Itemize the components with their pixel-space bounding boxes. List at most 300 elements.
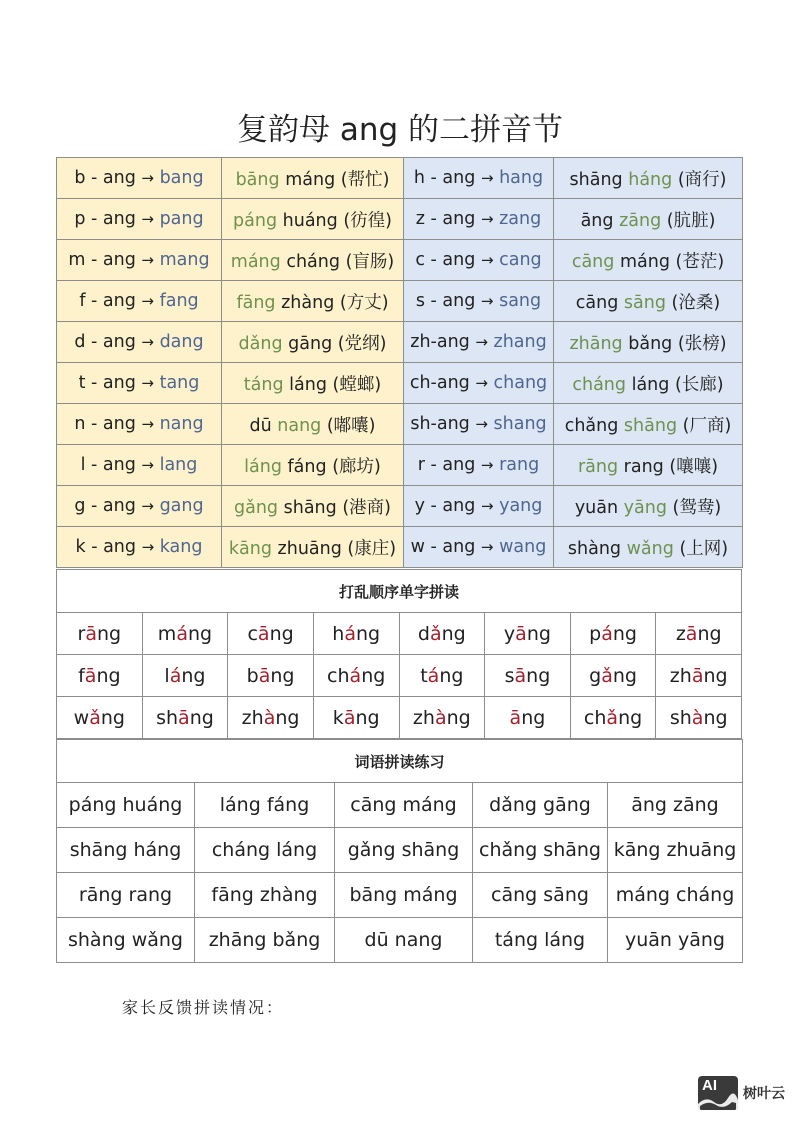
syllable-vowel: á bbox=[169, 664, 182, 687]
word-part-2: láng bbox=[289, 374, 327, 395]
example-word-cell bbox=[222, 404, 404, 445]
syllable-final: ng bbox=[361, 664, 386, 687]
hanzi-text: (嘟囔) bbox=[326, 415, 376, 436]
hanzi-text: (螳螂) bbox=[332, 374, 382, 395]
syllable-final: ng bbox=[526, 622, 551, 645]
hanzi-text: (长廊) bbox=[674, 374, 724, 395]
syllable-vowel: ā bbox=[85, 622, 97, 645]
hanzi-text: (肮脏) bbox=[666, 210, 716, 231]
syllable-vowel: á bbox=[349, 664, 362, 687]
hanzi-text: (上网) bbox=[679, 538, 729, 559]
syllable-final: ng bbox=[275, 706, 300, 729]
word-cell: bāng máng bbox=[335, 873, 473, 918]
syllable-vowel: ǎ bbox=[601, 664, 613, 687]
initial-text: s - ang bbox=[415, 291, 476, 311]
example-word-cell bbox=[222, 363, 404, 404]
syllable-result: sang bbox=[499, 291, 542, 311]
syllable-result: wang bbox=[499, 537, 547, 557]
syllable-cell bbox=[228, 697, 314, 739]
hanzi-text: (厂商) bbox=[682, 415, 732, 436]
syllable-initial: zh bbox=[669, 664, 692, 687]
syllable-cell bbox=[656, 697, 742, 739]
initial-text: f - ang bbox=[79, 291, 136, 311]
syllable-final: ng bbox=[355, 706, 380, 729]
syllable-vowel: ǎ bbox=[89, 706, 101, 729]
example-word-cell bbox=[222, 281, 404, 322]
syllable-initial: b bbox=[246, 664, 259, 687]
word-part-2: nang bbox=[277, 415, 322, 436]
initial-text: ch-ang bbox=[409, 373, 470, 393]
word-part-1: fāng bbox=[236, 292, 276, 313]
syllable-final: ng bbox=[269, 622, 294, 645]
syllable-cell bbox=[313, 697, 399, 739]
word-part-2: zāng bbox=[619, 210, 662, 231]
hanzi-text: (鸳鸯) bbox=[672, 497, 722, 518]
word-cell: fāng zhàng bbox=[195, 873, 335, 918]
hanzi-text: (廊坊) bbox=[332, 456, 381, 477]
initial-combination-cell bbox=[57, 486, 222, 527]
syllable-initial: d bbox=[417, 622, 430, 645]
syllable-cell bbox=[142, 697, 228, 739]
initial-combination-cell bbox=[404, 445, 554, 486]
word-part-1: rāng bbox=[577, 456, 619, 477]
initial-text: c - ang bbox=[415, 250, 476, 270]
initial-combination-cell bbox=[57, 322, 222, 363]
syllable-initial: t bbox=[420, 664, 428, 687]
syllable-cell bbox=[313, 613, 399, 655]
syllable-initial: m bbox=[157, 622, 177, 645]
word-part-2: yāng bbox=[623, 497, 667, 518]
syllable-final: ng bbox=[181, 664, 206, 687]
syllable-result: cang bbox=[499, 250, 542, 270]
watermark bbox=[698, 1076, 785, 1110]
syllable-initial: l bbox=[164, 664, 170, 687]
syllable-initial: ch bbox=[583, 706, 607, 729]
arrow-icon: → bbox=[475, 415, 488, 433]
hanzi-text: (党纲) bbox=[337, 333, 387, 354]
syllable-initial: f bbox=[78, 664, 85, 687]
example-word-cell bbox=[554, 445, 743, 486]
syllable-result: lang bbox=[159, 455, 198, 475]
syllable-result: rang bbox=[499, 455, 540, 475]
initial-combination-cell bbox=[404, 363, 554, 404]
syllable-cell bbox=[485, 655, 571, 697]
single-syllable-row bbox=[57, 697, 742, 739]
word-cell: gǎng shāng bbox=[335, 828, 473, 873]
single-syllable-grid bbox=[56, 569, 742, 739]
syllable-initial: sh bbox=[669, 706, 692, 729]
word-cell: cāng sāng bbox=[473, 873, 608, 918]
arrow-icon: → bbox=[141, 538, 155, 556]
word-practice-grid bbox=[56, 739, 743, 963]
syllable-result: kang bbox=[159, 537, 203, 557]
initial-text: d - ang bbox=[74, 332, 136, 352]
word-cell: cháng láng bbox=[195, 828, 335, 873]
hanzi-text: (苍茫) bbox=[675, 251, 725, 272]
word-part-2: rang bbox=[623, 456, 664, 477]
arrow-icon: → bbox=[141, 292, 154, 310]
example-word-cell bbox=[554, 281, 743, 322]
example-word-cell bbox=[554, 322, 743, 363]
syllable-cell bbox=[399, 613, 485, 655]
syllable-final: ng bbox=[618, 706, 643, 729]
syllable-cell bbox=[57, 697, 143, 739]
syllable-cell bbox=[57, 655, 143, 697]
syllable-initial: sh bbox=[156, 706, 179, 729]
syllable-initial: k bbox=[332, 706, 344, 729]
syllable-result: fang bbox=[159, 291, 199, 311]
initial-text: y - ang bbox=[414, 496, 476, 516]
arrow-icon: → bbox=[141, 415, 155, 433]
word-part-1: cháng bbox=[572, 374, 627, 395]
arrow-icon: → bbox=[480, 210, 494, 228]
single-syllable-row bbox=[57, 655, 742, 697]
hanzi-text: (港商) bbox=[342, 497, 391, 518]
section-header-single: 打乱顺序单字拼读 bbox=[57, 570, 742, 613]
syllable-cell bbox=[570, 697, 656, 739]
hanzi-text: (沧桑) bbox=[671, 292, 721, 313]
syllable-final: ng bbox=[521, 706, 546, 729]
syllable-initial: z bbox=[675, 622, 686, 645]
watermark-text: 树叶云 bbox=[743, 1086, 785, 1102]
syllable-final: ng bbox=[270, 664, 295, 687]
parent-feedback-label: 家长反馈拼读情况： bbox=[122, 998, 285, 1017]
spelling-table bbox=[56, 157, 743, 568]
word-cell: chǎng shāng bbox=[473, 828, 608, 873]
word-cell: táng láng bbox=[473, 918, 608, 963]
syllable-vowel: ā bbox=[343, 706, 356, 729]
initial-combination-cell bbox=[404, 281, 554, 322]
syllable-vowel: á bbox=[344, 622, 356, 645]
syllable-initial: zh bbox=[412, 706, 435, 729]
initial-combination-cell bbox=[57, 404, 222, 445]
syllable-final: ng bbox=[187, 622, 213, 645]
word-part-2: bǎng bbox=[628, 333, 673, 354]
syllable-final: ng bbox=[697, 622, 722, 645]
word-part-1: táng bbox=[243, 374, 284, 395]
word-part-1: dū bbox=[249, 415, 272, 436]
initial-text: w - ang bbox=[410, 537, 476, 557]
initial-combination-cell bbox=[57, 363, 222, 404]
hanzi-text: (彷徨) bbox=[343, 210, 392, 231]
syllable-initial: s bbox=[504, 664, 515, 687]
spelling-row bbox=[57, 281, 743, 322]
example-word-cell bbox=[222, 527, 404, 568]
syllable-result: tang bbox=[159, 373, 200, 393]
word-part-2: shāng bbox=[623, 415, 678, 436]
arrow-icon: → bbox=[480, 497, 494, 515]
word-cell: shàng wǎng bbox=[57, 918, 195, 963]
word-cell: cāng máng bbox=[335, 783, 473, 828]
arrow-icon: → bbox=[480, 538, 494, 556]
word-part-1: chǎng bbox=[564, 415, 619, 436]
syllable-cell bbox=[570, 655, 656, 697]
syllable-cell bbox=[142, 655, 228, 697]
initial-text: g - ang bbox=[74, 496, 136, 516]
word-part-2: shāng bbox=[283, 497, 337, 518]
word-part-2: háng bbox=[628, 169, 673, 190]
syllable-vowel: á bbox=[176, 622, 188, 645]
syllable-final: ng bbox=[446, 706, 471, 729]
syllable-vowel: ā bbox=[509, 706, 522, 729]
syllable-initial: g bbox=[589, 664, 602, 687]
initial-text: h - ang bbox=[413, 168, 476, 188]
word-part-2: huáng bbox=[282, 210, 338, 231]
syllable-final: ng bbox=[439, 664, 464, 687]
syllable-vowel: ǎ bbox=[429, 622, 442, 645]
arrow-icon: → bbox=[141, 374, 154, 392]
word-part-1: dǎng bbox=[238, 333, 283, 354]
syllable-vowel: á bbox=[427, 664, 440, 687]
initial-combination-cell bbox=[404, 486, 554, 527]
example-word-cell bbox=[554, 404, 743, 445]
syllable-vowel: ā bbox=[514, 664, 527, 687]
example-word-cell bbox=[222, 445, 404, 486]
syllable-result: dang bbox=[159, 332, 204, 352]
syllable-vowel: ā bbox=[515, 622, 527, 645]
syllable-final: ng bbox=[703, 706, 728, 729]
word-part-2: zhuāng bbox=[277, 538, 342, 559]
word-part-1: kāng bbox=[228, 538, 272, 559]
syllable-initial: w bbox=[73, 706, 90, 729]
word-row bbox=[57, 918, 743, 963]
syllable-vowel: à bbox=[691, 706, 704, 729]
syllable-vowel: à bbox=[263, 706, 276, 729]
initial-text: l - ang bbox=[80, 455, 136, 475]
syllable-cell bbox=[485, 697, 571, 739]
initial-combination-cell bbox=[404, 158, 554, 199]
initial-combination-cell bbox=[57, 527, 222, 568]
syllable-result: gang bbox=[159, 496, 204, 516]
hanzi-text: (张榜) bbox=[677, 333, 727, 354]
syllable-cell bbox=[313, 655, 399, 697]
initial-combination-cell bbox=[57, 240, 222, 281]
spelling-row bbox=[57, 199, 743, 240]
syllable-vowel: à bbox=[434, 706, 447, 729]
word-row bbox=[57, 873, 743, 918]
example-word-cell bbox=[554, 158, 743, 199]
spelling-row bbox=[57, 322, 743, 363]
word-part-2: wǎng bbox=[626, 538, 674, 559]
syllable-initial: c bbox=[247, 622, 258, 645]
syllable-result: mang bbox=[159, 250, 210, 270]
word-cell: láng fáng bbox=[195, 783, 335, 828]
syllable-vowel: ā bbox=[84, 664, 97, 687]
arrow-icon: → bbox=[141, 251, 154, 269]
hanzi-text: (嚷嚷) bbox=[669, 456, 719, 477]
syllable-result: chang bbox=[493, 373, 548, 393]
arrow-icon: → bbox=[480, 292, 494, 310]
word-cell: dū nang bbox=[335, 918, 473, 963]
syllable-result: pang bbox=[159, 209, 204, 229]
initial-combination-cell bbox=[404, 404, 554, 445]
syllable-cell bbox=[57, 613, 143, 655]
syllable-initial: r bbox=[77, 622, 86, 645]
initial-text: m - ang bbox=[68, 250, 136, 270]
syllable-cell bbox=[399, 655, 485, 697]
initial-combination-cell bbox=[404, 527, 554, 568]
syllable-initial: ch bbox=[327, 664, 350, 687]
word-part-1: máng bbox=[230, 251, 281, 272]
hanzi-text: (帮忙) bbox=[340, 169, 390, 190]
word-part-2: máng bbox=[619, 251, 670, 272]
word-part-2: fáng bbox=[287, 456, 327, 477]
initial-combination-cell bbox=[57, 158, 222, 199]
syllable-final: ng bbox=[96, 664, 121, 687]
example-word-cell bbox=[554, 363, 743, 404]
initial-text: zh-ang bbox=[410, 332, 470, 352]
initial-text: k - ang bbox=[75, 537, 136, 557]
syllable-result: bang bbox=[159, 168, 204, 188]
word-part-2: cháng bbox=[286, 251, 340, 272]
word-cell: āng zāng bbox=[608, 783, 743, 828]
syllable-cell bbox=[656, 655, 742, 697]
arrow-icon: → bbox=[475, 374, 488, 392]
syllable-cell bbox=[399, 697, 485, 739]
syllable-initial: y bbox=[503, 622, 516, 645]
hanzi-text: (商行) bbox=[677, 169, 727, 190]
syllable-vowel: ā bbox=[257, 622, 270, 645]
section-header-words: 词语拼读练习 bbox=[57, 740, 743, 783]
arrow-icon: → bbox=[480, 169, 494, 187]
spelling-row bbox=[57, 363, 743, 404]
syllable-cell bbox=[656, 613, 742, 655]
syllable-final: ng bbox=[96, 622, 122, 645]
initial-text: p - ang bbox=[74, 209, 136, 229]
hanzi-text: (盲肠) bbox=[345, 251, 395, 272]
initial-text: n - ang bbox=[74, 414, 136, 434]
spelling-row bbox=[57, 158, 743, 199]
arrow-icon: → bbox=[141, 169, 154, 187]
word-row bbox=[57, 783, 743, 828]
syllable-final: ng bbox=[189, 706, 214, 729]
syllable-initial: zh bbox=[241, 706, 264, 729]
spelling-row bbox=[57, 445, 743, 486]
syllable-final: ng bbox=[703, 664, 728, 687]
word-part-2: sāng bbox=[623, 292, 666, 313]
word-part-2: máng bbox=[285, 169, 336, 190]
word-row bbox=[57, 828, 743, 873]
syllable-cell bbox=[142, 613, 228, 655]
single-syllable-row bbox=[57, 613, 742, 655]
syllable-cell bbox=[485, 613, 571, 655]
word-part-1: cāng bbox=[571, 251, 615, 272]
example-word-cell bbox=[222, 158, 404, 199]
ai-logo-icon: AI bbox=[698, 1076, 738, 1110]
syllable-cell bbox=[228, 655, 314, 697]
spelling-row bbox=[57, 527, 743, 568]
word-part-1: gǎng bbox=[234, 497, 279, 518]
example-word-cell bbox=[554, 486, 743, 527]
example-word-cell bbox=[222, 199, 404, 240]
syllable-vowel: ā bbox=[258, 664, 271, 687]
syllable-final: ng bbox=[441, 622, 466, 645]
syllable-cell bbox=[228, 613, 314, 655]
syllable-final: ng bbox=[100, 706, 125, 729]
syllable-result: zang bbox=[499, 209, 542, 229]
word-part-1: yuān bbox=[574, 497, 619, 518]
arrow-icon: → bbox=[475, 333, 488, 351]
word-cell: kāng zhuāng bbox=[608, 828, 743, 873]
word-part-2: zhàng bbox=[281, 292, 335, 313]
example-word-cell bbox=[554, 527, 743, 568]
initial-combination-cell bbox=[404, 199, 554, 240]
syllable-final: ng bbox=[612, 664, 637, 687]
syllable-result: nang bbox=[159, 414, 204, 434]
word-cell: rāng rang bbox=[57, 873, 195, 918]
syllable-final: ng bbox=[526, 664, 551, 687]
word-part-1: āng bbox=[580, 210, 614, 231]
word-part-1: bāng bbox=[235, 169, 280, 190]
example-word-cell bbox=[554, 199, 743, 240]
page-title: 复韵母 ang 的二拼音节 bbox=[236, 112, 564, 148]
hanzi-text: (康庄) bbox=[347, 538, 397, 559]
syllable-cell bbox=[570, 613, 656, 655]
initial-text: t - ang bbox=[78, 373, 136, 393]
initial-combination-cell bbox=[57, 281, 222, 322]
syllable-vowel: ǎ bbox=[606, 706, 619, 729]
syllable-final: ng bbox=[355, 622, 381, 645]
syllable-vowel: ā bbox=[691, 664, 704, 687]
syllable-result: yang bbox=[499, 496, 543, 516]
word-cell: páng huáng bbox=[57, 783, 195, 828]
syllable-vowel: ā bbox=[178, 706, 190, 729]
word-part-1: páng bbox=[233, 210, 278, 231]
arrow-icon: → bbox=[141, 497, 154, 515]
word-part-1: láng bbox=[244, 456, 282, 477]
initial-combination-cell bbox=[57, 445, 222, 486]
spelling-row bbox=[57, 404, 743, 445]
example-word-cell bbox=[222, 486, 404, 527]
arrow-icon: → bbox=[141, 210, 154, 228]
syllable-initial: h bbox=[332, 622, 345, 645]
word-part-1: zhāng bbox=[569, 333, 623, 354]
example-word-cell bbox=[222, 322, 404, 363]
arrow-icon: → bbox=[141, 456, 154, 474]
word-cell: dǎng gāng bbox=[473, 783, 608, 828]
word-part-1: cāng bbox=[575, 292, 619, 313]
word-cell: yuān yāng bbox=[608, 918, 743, 963]
syllable-result: shang bbox=[493, 414, 547, 434]
arrow-icon: → bbox=[141, 333, 154, 351]
syllable-result: zhang bbox=[493, 332, 547, 352]
initial-combination-cell bbox=[404, 240, 554, 281]
spelling-row bbox=[57, 240, 743, 281]
syllable-vowel: ā bbox=[685, 622, 698, 645]
word-part-2: láng bbox=[631, 374, 670, 395]
syllable-final: ng bbox=[612, 622, 637, 645]
arrow-icon: → bbox=[480, 251, 494, 269]
word-part-1: shàng bbox=[567, 538, 622, 559]
initial-text: r - ang bbox=[417, 455, 476, 475]
syllable-initial: p bbox=[589, 622, 602, 645]
spelling-row bbox=[57, 486, 743, 527]
initial-combination-cell bbox=[57, 199, 222, 240]
initial-text: b - ang bbox=[74, 168, 136, 188]
word-part-2: gāng bbox=[288, 333, 333, 354]
word-cell: zhāng bǎng bbox=[195, 918, 335, 963]
syllable-result: hang bbox=[499, 168, 544, 188]
syllable-vowel: á bbox=[601, 622, 613, 645]
hanzi-text: (方丈) bbox=[339, 292, 389, 313]
initial-text: sh-ang bbox=[410, 414, 470, 434]
word-part-1: shāng bbox=[569, 169, 623, 190]
word-cell: máng cháng bbox=[608, 873, 743, 918]
initial-text: z - ang bbox=[415, 209, 476, 229]
arrow-icon: → bbox=[480, 456, 494, 474]
example-word-cell bbox=[554, 240, 743, 281]
example-word-cell bbox=[222, 240, 404, 281]
